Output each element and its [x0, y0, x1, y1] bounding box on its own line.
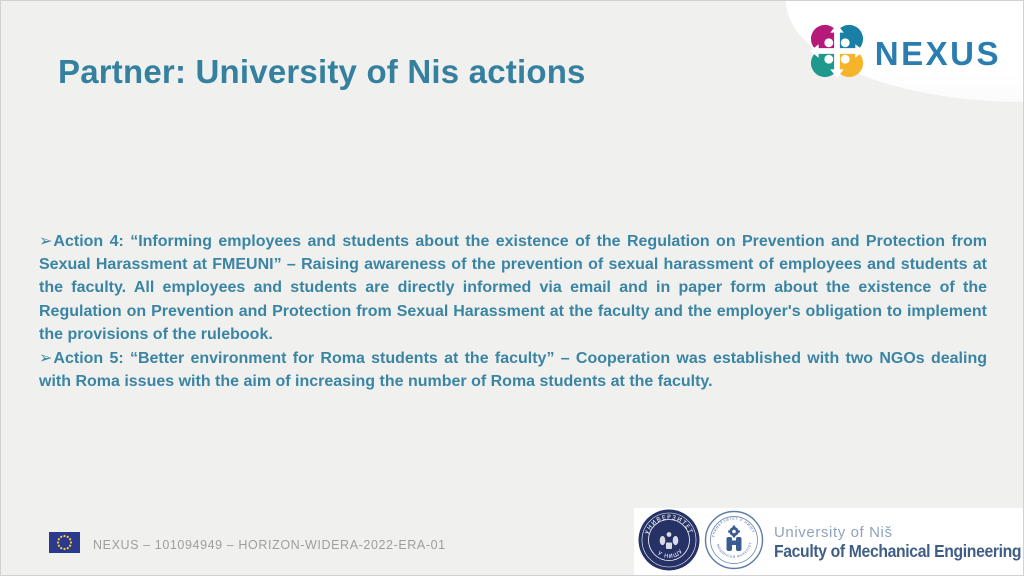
four-people-circle-icon [809, 23, 865, 84]
mechanical-engineering-faculty-seal-icon [704, 510, 764, 575]
bullet-item-action-4 [39, 229, 987, 346]
bullet-text: Action 4: “Informing employees and students about the existence of the Regulation on Prevention and Protection from Sexual Harassment at FMEUNI” – Raising awareness of the prevention of sexual harassment of employees and students at the faculty. All employees and students are directly informed via email and in paper form about the existence of the Regulation on Prevention and Protection from Sexual Harassment at the faculty and the employer's obligation to implement the provisions of the rulebook. [39, 233, 987, 343]
arrow-bullet-icon: ➢ [39, 348, 53, 368]
bullet-text: Action 5: “Better environment for Roma students at the faculty” – Cooperation was established with two NGOs dealing with Roma issues with the aim of increasing the number of Roma students at the faculty. [39, 350, 987, 391]
faculty-name: Faculty of Mechanical Engineering [774, 540, 1022, 561]
partner-logos-box [634, 508, 1024, 576]
arrow-bullet-icon: ➢ [39, 231, 53, 250]
partner-name-text [774, 524, 1024, 562]
university-name: University of Niš [774, 523, 893, 541]
footer-project-reference [49, 532, 446, 558]
svg-text:УНИВЕРЗИТЕТ: УНИВЕРЗИТЕТ [643, 513, 695, 536]
bullet-item-action-5 [39, 346, 987, 393]
eu-flag-icon [49, 532, 80, 558]
svg-text:МАШИНСКИ ФАКУЛТЕТ: МАШИНСКИ ФАКУЛТЕТ [715, 541, 753, 560]
nexus-wordmark: NEXUS [874, 34, 1001, 72]
slide-body-text [39, 229, 987, 393]
project-reference-text: NEXUS – 101094949 – HORIZON-WIDERA-2022-ERA-01 [93, 538, 446, 552]
svg-text:У НИШУ: У НИШУ [656, 548, 685, 561]
nexus-logo [809, 23, 1001, 84]
university-of-nis-seal-icon [638, 509, 700, 576]
svg-text:УНИВЕРЗИТЕТ У НИШУ: УНИВЕРЗИТЕТ У НИШУ [711, 516, 756, 538]
page-title: Partner: University of Nis actions [58, 53, 586, 90]
